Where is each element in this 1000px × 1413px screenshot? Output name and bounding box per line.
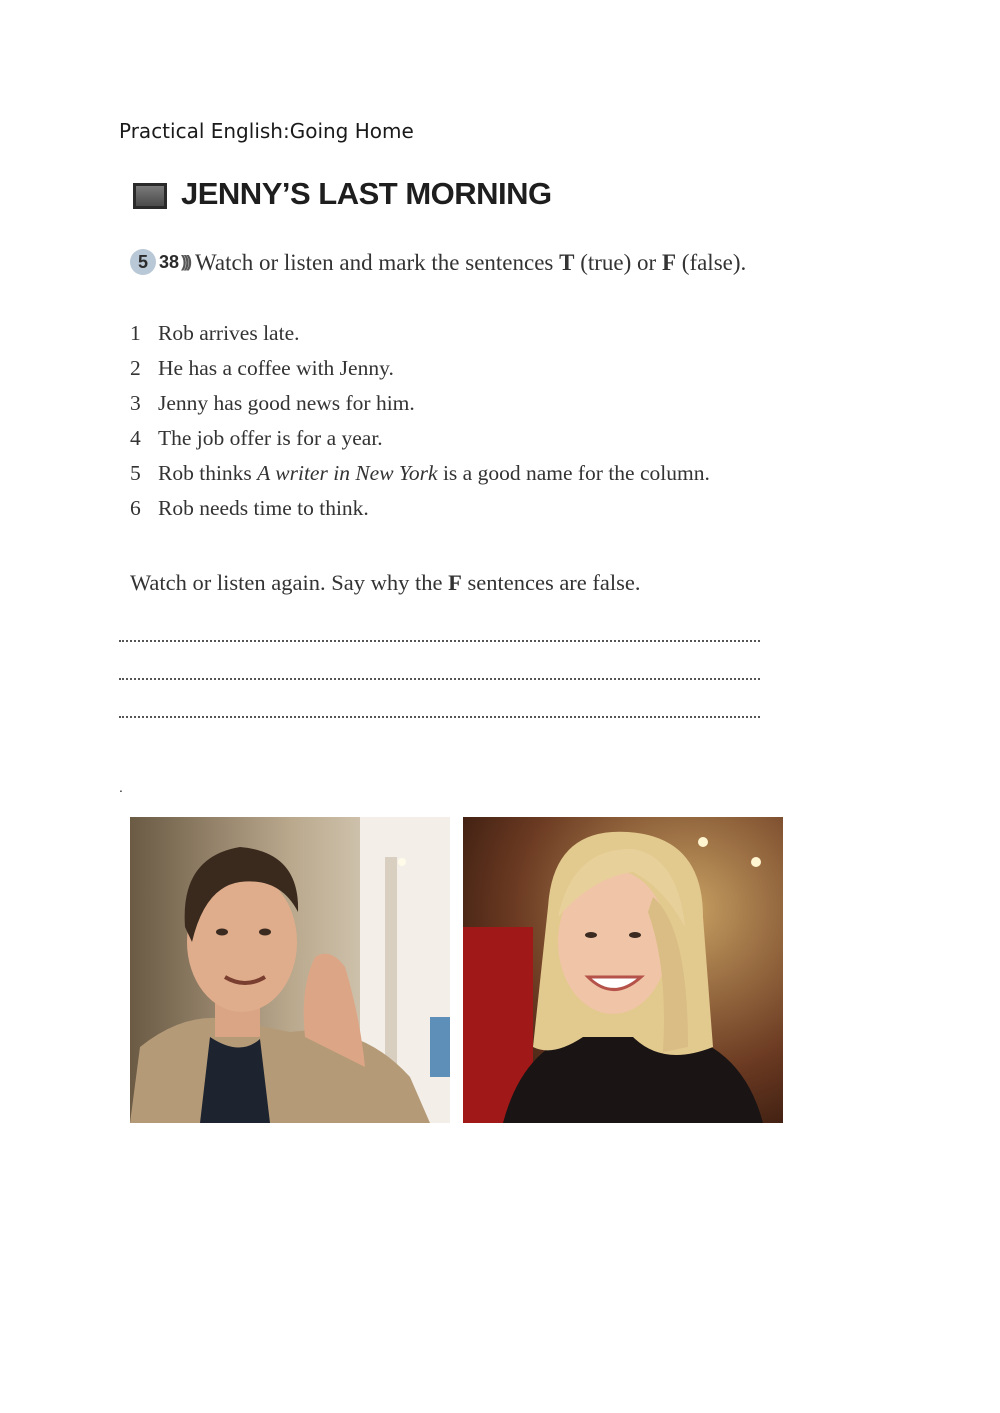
followup-bold: F [448,570,462,595]
photo-jenny [463,817,783,1123]
instruction [130,246,750,279]
list-item [130,493,750,524]
followup-text-2: sentences are false. [461,570,641,595]
item-number: 5 [130,461,141,485]
item-number: 2 [130,356,141,380]
item-number: 3 [130,391,141,415]
section-title [133,176,552,212]
item-text: Jenny has good news for him. [158,391,415,415]
sound-icon: ))) [181,252,190,271]
answer-line-3[interactable] [119,716,760,718]
sentence-list [130,318,750,528]
item-text: Rob arrives late. [158,321,300,345]
document-header: Practical English:Going Home [119,119,414,143]
followup-text-1: Watch or listen again. Say why the [130,570,449,595]
answer-line-1[interactable] [119,640,760,642]
track-number: 38 [159,252,180,272]
list-item [130,353,750,384]
instruction-bold-t: T [559,250,575,275]
instruction-text-3: (false). [676,250,747,275]
section-title-text: JENNY’S LAST MORNING [181,176,552,211]
answer-line-2[interactable] [119,678,760,680]
tv-icon [133,183,167,209]
item-number: 6 [130,496,141,520]
instruction-text-2: (true) or [574,250,662,275]
track-unit: 5 [130,249,156,275]
item-number: 1 [130,321,141,345]
audio-track-badge [130,246,195,278]
item-italic-title: A writer in New York [257,461,438,485]
photo-rob [130,817,450,1123]
item-text-after: is a good name for the column. [437,461,710,485]
item-text: The job offer is for a year. [158,426,383,450]
list-item [130,423,750,454]
item-text [158,458,750,489]
list-item [130,458,750,489]
list-item [130,318,750,349]
list-item [130,388,750,419]
instruction-text-1: Watch or listen and mark the sentences [195,250,560,275]
dot-mark: . [119,779,123,795]
item-text-before: Rob thinks [158,461,258,485]
item-number: 4 [130,426,141,450]
followup-instruction [130,570,770,596]
item-text: He has a coffee with Jenny. [158,356,394,380]
item-text: Rob needs time to think. [158,496,369,520]
instruction-bold-f: F [661,250,677,275]
